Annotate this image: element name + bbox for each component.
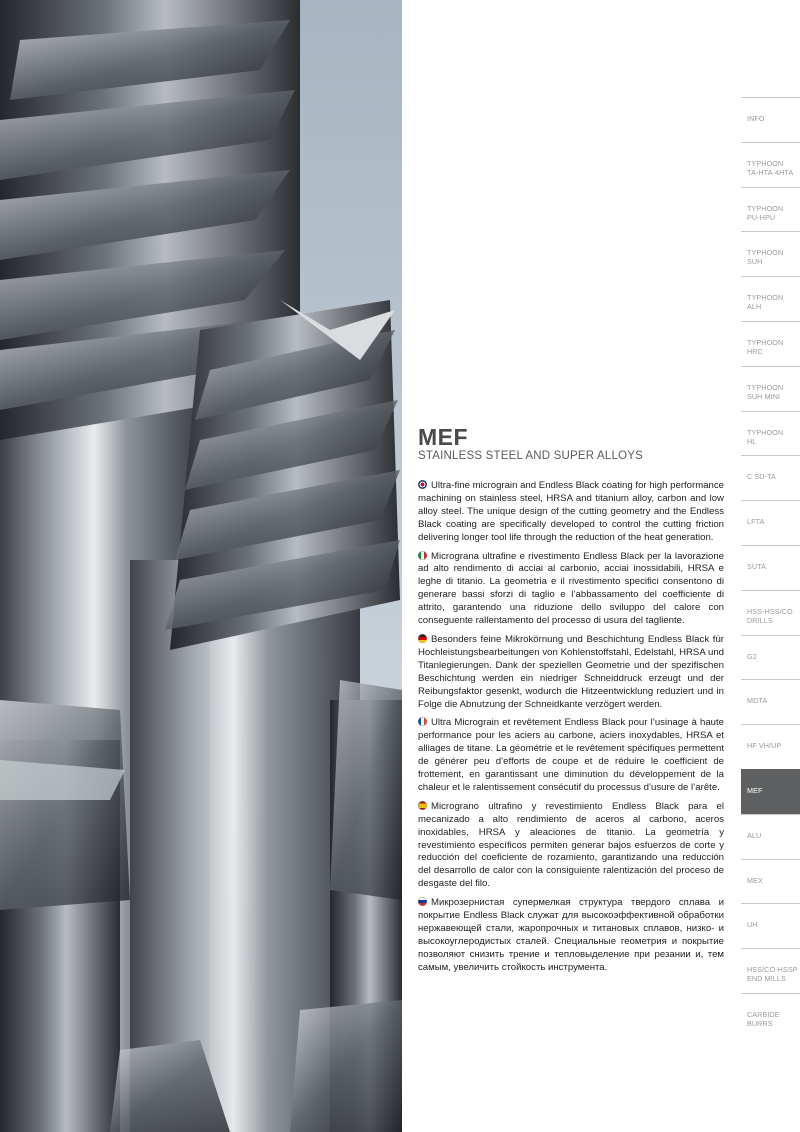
paragraph-english <box>418 480 724 545</box>
tab-hf-vh-up[interactable]: HF VH/UP <box>741 724 800 769</box>
tab-info[interactable]: INFO <box>741 97 800 142</box>
paragraph-text: Micrograno ultrafino y revestimiento Endless Black para el mecanizado a alto rendimiento de aceros al carbono, aceros inoxidables, HRSA y aleaciones de titanio. La geometría y revestimiento específicos permiten generar bajos esfuerzos de corte y reducción del coeficiente de rozamiento, garantizando una reducción del desarrollo de calor con la consiguiente ralentización del proceso de desgaste del filo. <box>418 800 724 890</box>
tab-uh[interactable]: UH <box>741 903 800 948</box>
paragraph-german <box>418 634 724 711</box>
tab-hss-drills[interactable]: HSS-HSS/CO DRILLS <box>741 590 800 635</box>
tab-g2[interactable]: G2 <box>741 635 800 680</box>
tab-typhoon-hrc[interactable]: TYPHOON HRC <box>741 321 800 366</box>
uk-flag-icon <box>418 480 427 489</box>
tab-typhoon-pu-hpu[interactable]: TYPHOON PU-HPU <box>741 187 800 232</box>
paragraph-text: Ultra-fine micrograin and Endless Black coating for high performance machining on stainless steel, HRSA and titanium alloy, carbon and low alloy steel. The unique design of the cutting geometry and the Endless Black coating are specifically developed to control the cutting friction delivering longer tool life through the reduction of the heat generation. <box>418 480 724 543</box>
paragraph-italian <box>418 551 724 628</box>
tab-typhoon-hl[interactable]: TYPHOON HL <box>741 411 800 456</box>
tab-mex[interactable]: MEX <box>741 859 800 904</box>
tab-carbide-burrs[interactable]: CARBIDE BURRS <box>741 993 800 1038</box>
product-description <box>418 424 724 981</box>
paragraph-spanish <box>418 801 724 891</box>
page-subtitle: STAINLESS STEEL AND SUPER ALLOYS <box>418 450 643 462</box>
tab-mef[interactable]: MEF <box>741 769 800 814</box>
tab-typhoon-ta-hta-4hta[interactable]: TYPHOON TA-HTA-4HTA <box>741 142 800 187</box>
paragraph-text: Micrograna ultrafine e rivestimento Endless Black per la lavorazione ad alto rendimento di acciai al carbonio, acciai inossidabili, HRSA e leghe di titanio. La geometria e il rivestimento specifici consentono di generare bassi sforzi di taglio e l’abbassamento del coefficiente di attrito, garantendo una riduzione dello sviluppo del calore con conseguente rallentamento del processo di usura del tagliente. <box>418 550 724 627</box>
russia-flag-icon <box>418 897 427 906</box>
france-flag-icon <box>418 717 427 726</box>
tab-lfta[interactable]: LFTA <box>741 500 800 545</box>
paragraph-text: Микрозернистая супермелкая структура твердого сплава и покрытие Endless Black служат для высокоэффективной обработки нержавеющей стали, жаропрочных и титановых сплавов, низко- и высокоуглеродистых сталей. Специальные геометрия и покрытие позволяют снизить трение и тепловыделение при резании и, тем самым, увеличить стойкость инструмента. <box>418 897 724 973</box>
paragraph-text: Besonders feine Mikrokörnung und Beschichtung Endless Black für Hochleistungsbearbeitungen von Kohlenstoffstahl, Edelstahl, HRSA und Titanlegierungen. Dank der speziellen Geometrie und der spezifischen Beschichtung werden ein niedriger Schneiddruck erzeugt und der Reibungsfaktor gesenkt, wodurch die Hitzeentwicklung reduziert und in Folge die Abnutzung der Schneidkante verzögert werden. <box>418 633 724 710</box>
tab-suta[interactable]: SUTA <box>741 545 800 590</box>
tab-hss-end-mills[interactable]: HSS/CO-HSSP END MILLS <box>741 948 800 993</box>
tab-typhoon-alh[interactable]: TYPHOON ALH <box>741 276 800 321</box>
tab-typhoon-suh[interactable]: TYPHOON SUH <box>741 231 800 276</box>
section-index-tabs <box>741 97 800 1038</box>
tab-alu[interactable]: ALU <box>741 814 800 859</box>
paragraph-french <box>418 717 724 794</box>
paragraph-russian <box>418 897 724 974</box>
tab-mdta[interactable]: MDTA <box>741 679 800 724</box>
page-title: MEF <box>418 424 469 450</box>
paragraph-text: Ultra Micrograin et revêtement Endless Black pour l’usinage à haute performance pour les aciers au carbone, aciers inoxydables, HRSA et alliages de titane. La géométrie et le revêtement spécifiques permettent de générer peu d’efforts de coupe et de réduire le coefficient de frottement, en garantissant une diminution du développement de la chaleur et le ralentissement consécutif du processus d’usure de l’arête. <box>418 717 724 793</box>
tab-c-sd-ta[interactable]: C SD-TA <box>741 455 800 500</box>
middle-tool-flutes <box>165 300 400 650</box>
germany-flag-icon <box>418 634 427 643</box>
tab-typhoon-suh-mini[interactable]: TYPHOON SUH MINI <box>741 366 800 411</box>
spain-flag-icon <box>418 801 427 810</box>
italy-flag-icon <box>418 551 427 560</box>
